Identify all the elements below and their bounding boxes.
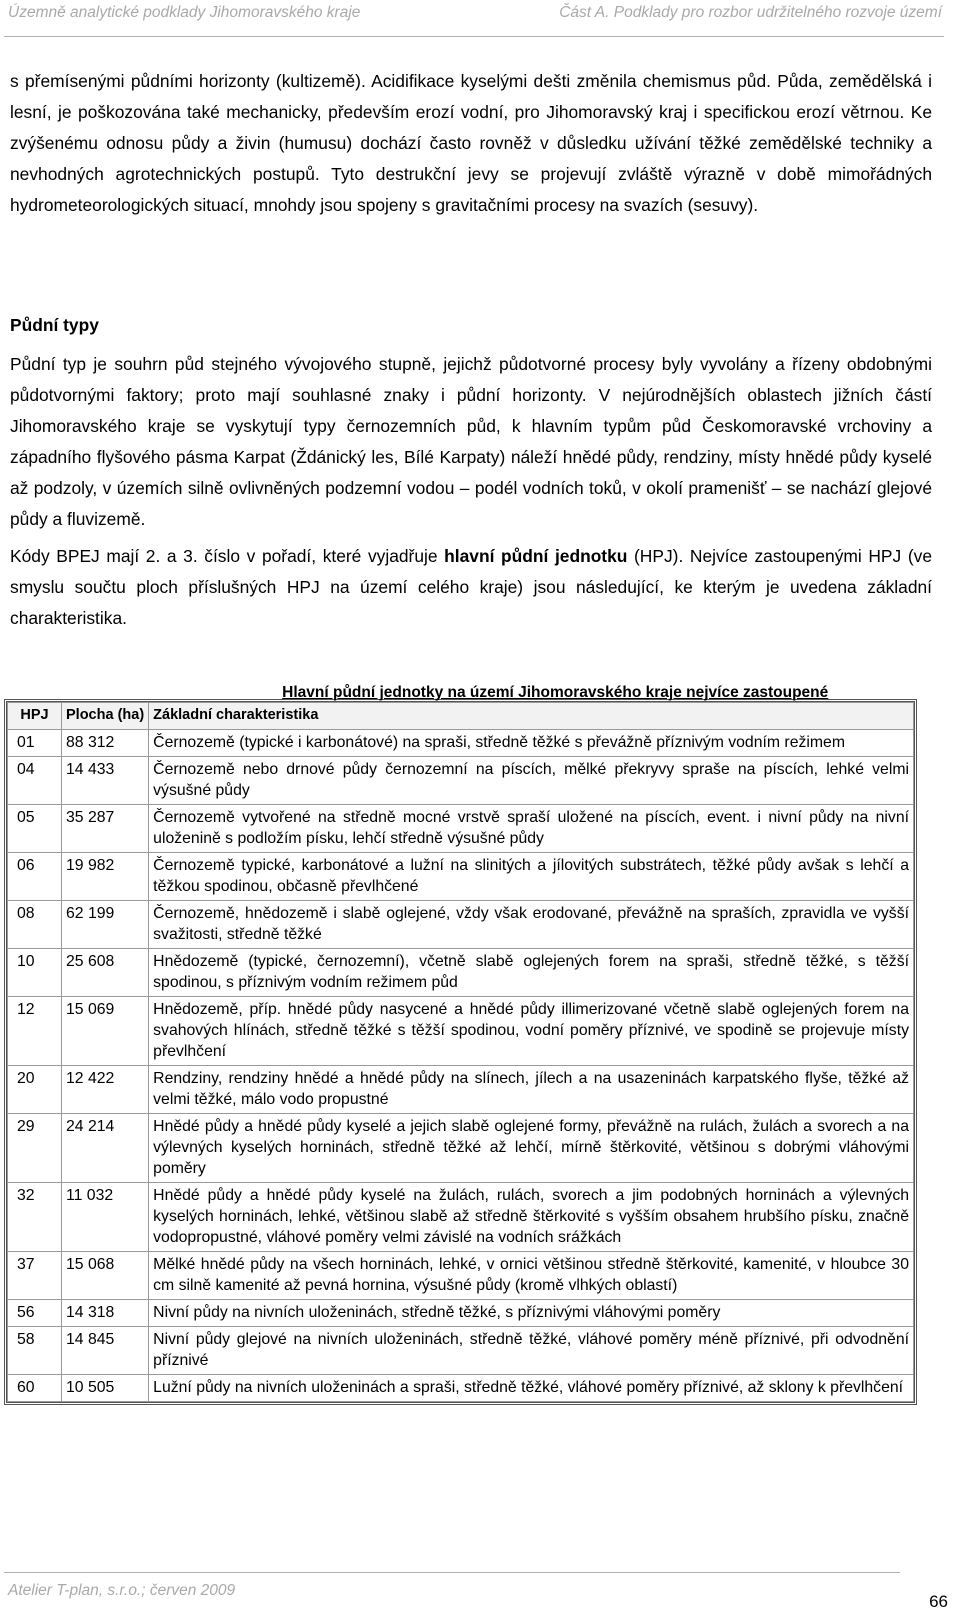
cell-area: 14 433	[62, 757, 149, 805]
cell-description: Černozemě, hnědozemě i slabě oglejené, vždy však erodované, převážně na spraších, zpravidla ve vyšší svažitosti, středně těžké	[149, 901, 914, 949]
cell-area: 14 845	[62, 1327, 149, 1375]
bpej-text-after: (HPJ). Nejvíce zastoupenými HPJ (ve smyslu součtu ploch příslušných HPJ na území celého kraje) jsou následující, ke kterým je uvedena základní charakteristika.	[10, 546, 932, 628]
cell-description: Hnědé půdy a hnědé půdy kyselé na žulách, rulách, svorech a jim podobných horninách a výlevných kyselých horninách, lehké, většinou slabě až středně štěrkovité s vyšším obsahem hrubšího písku, značně vodopropustné, vláhové poměry velmi závislé na vodních srážkách	[149, 1183, 914, 1252]
cell-area: 24 214	[62, 1114, 149, 1183]
cell-area: 11 032	[62, 1183, 149, 1252]
table-row	[8, 901, 914, 949]
cell-hpj: 05	[8, 805, 62, 853]
cell-description: Nivní půdy glejové na nivních uloženinách, středně těžké, vláhové poměry méně příznivé, při odvodnění příznivé	[149, 1327, 914, 1375]
cell-hpj: 56	[8, 1300, 62, 1327]
header-description	[149, 684, 914, 730]
cell-description: Hnědozemě, příp. hnědé půdy nasycené a hnědé půdy illimerizované včetně slabě oglejených forem na svahových hlínách, středně těžké s těžší spodinou, vodní poměry příznivé, ve spodině se projevuje místy převlhčení	[149, 997, 914, 1066]
cell-description: Černozemě vytvořené na středně mocné vrstvě spraší uložené na píscích, event. i nivní půdy na nivní uloženině s podložím písku, lehčí středně výsušné půdy	[149, 805, 914, 853]
cell-description: Černozemě typické, karbonátové a lužní na slinitých a jílovitých substrátech, těžké půdy avšak s lehčí a těžkou spodinou, občasně převlhčené	[149, 853, 914, 901]
cell-hpj: 32	[8, 1183, 62, 1252]
table-row	[8, 853, 914, 901]
cell-hpj: 06	[8, 853, 62, 901]
bpej-paragraph	[10, 541, 932, 634]
footer-divider	[4, 1572, 900, 1573]
table-row	[8, 757, 914, 805]
header-divider	[4, 36, 944, 37]
header-section-title: Část A. Podklady pro rozbor udržitelného rozvoje území	[559, 4, 942, 21]
table-header-row	[8, 703, 914, 730]
table-caption: Hlavní půdní jednotky na území Jihomoravského kraje nejvíce zastoupené	[282, 684, 829, 701]
cell-hpj: 12	[8, 997, 62, 1066]
cell-area: 10 505	[62, 1375, 149, 1402]
cell-hpj: 29	[8, 1114, 62, 1183]
cell-description: Mělké hnědé půdy na všech horninách, lehké, v ornici většinou středně štěrkovité, kamenité, v hloubce 30 cm silně kamenité až pevná hornina, výsušné půdy (kromě vlhkých oblastí)	[149, 1252, 914, 1300]
table-body	[8, 730, 914, 1402]
cell-area: 25 608	[62, 949, 149, 997]
cell-area: 15 069	[62, 997, 149, 1066]
header-document-title: Územně analytické podklady Jihomoravského kraje	[8, 4, 361, 21]
cell-description: Lužní půdy na nivních uloženinách a spraši, středně těžké, vláhové poměry příznivé, až sklony k převlhčení	[149, 1375, 914, 1402]
table-row	[8, 1252, 914, 1300]
cell-description: Černozemě nebo drnové půdy černozemní na píscích, mělké překryvy spraše na píscích, lehké velmi výsušné půdy	[149, 757, 914, 805]
cell-hpj: 08	[8, 901, 62, 949]
cell-hpj: 20	[8, 1066, 62, 1114]
bpej-text-before: Kódy BPEJ mají 2. a 3. číslo v pořadí, které vyjadřuje	[10, 546, 445, 566]
cell-description: Hnědozemě (typické, černozemní), včetně slabě oglejených forem na spraši, středně těžké, s těžší spodinou, s příznivým vodním režimem půd	[149, 949, 914, 997]
table-row	[8, 997, 914, 1066]
header-hpj: HPJ	[8, 703, 62, 730]
table-row	[8, 949, 914, 997]
table-row	[8, 1327, 914, 1375]
page-number: 66	[929, 1592, 948, 1611]
header-area: Plocha (ha)	[62, 703, 149, 730]
table-row	[8, 1375, 914, 1402]
footer-author-date: Atelier T-plan, s.r.o.; červen 2009	[8, 1582, 236, 1599]
cell-hpj: 37	[8, 1252, 62, 1300]
cell-area: 12 422	[62, 1066, 149, 1114]
cell-description: Hnědé půdy a hnědé půdy kyselé a jejich slabě oglejené formy, převážně na rulách, žulách a svorech a na výlevných kyselých horninách, středně těžké až lehčí, mírně štěrkovité, většinou s dobrými vláhovými poměry	[149, 1114, 914, 1183]
hpj-table	[7, 684, 914, 1402]
bpej-bold-term: hlavní půdní jednotku	[444, 546, 628, 566]
hpj-table-container	[4, 684, 917, 1405]
table-row	[8, 1114, 914, 1183]
cell-hpj: 10	[8, 949, 62, 997]
table-row	[8, 805, 914, 853]
soil-types-paragraph: Půdní typ je souhrn půd stejného vývojového stupně, jejichž půdotvorné procesy byly vyvolány a řízeny obdobnými půdotvornými faktory; proto mají souhlasné znaky i půdní horizonty. V nejúrodnějších oblastech jižních částí Jihomoravského kraje se vyskytují typy černozemních půd, k hlavním typům půd Českomoravské vrchoviny a západního flyšového pásma Karpat (Ždánický les, Bílé Karpaty) náleží hnědé půdy, rendziny, místy hnědé půdy kyselé až podzoly, v územích silně ovlivněných podzemní vodou – podél vodních toků, v okolí pramenišť – se nachází glejové půdy a fluvizemě.	[10, 354, 932, 529]
cell-hpj: 58	[8, 1327, 62, 1375]
table-row	[8, 1066, 914, 1114]
table-row	[8, 1183, 914, 1252]
cell-hpj: 04	[8, 757, 62, 805]
cell-description: Černozemě (typické i karbonátové) na spraši, středně těžké s převážně příznivým vodním režimem	[149, 730, 914, 757]
cell-description: Nivní půdy na nivních uloženinách, středně těžké, s příznivými vláhovými poměry	[149, 1300, 914, 1327]
cell-hpj: 01	[8, 730, 62, 757]
cell-area: 14 318	[62, 1300, 149, 1327]
cell-area: 62 199	[62, 901, 149, 949]
page-footer	[0, 1570, 960, 1616]
section-heading: Půdní typy	[10, 315, 99, 335]
table-row	[8, 730, 914, 757]
page-header	[0, 0, 960, 42]
cell-area: 19 982	[62, 853, 149, 901]
header-description-label: Základní charakteristika	[153, 707, 319, 723]
cell-hpj: 60	[8, 1375, 62, 1402]
intro-paragraph: s přemísenými půdními horizonty (kultizemě). Acidifikace kyselými dešti změnila chemismus půd. Půda, zemědělská i lesní, je poškozována také mechanicky, především erozí vodní, pro Jihomoravský kraj i specifickou erozí větrnou. Ke zvýšenému odnosu půdy a živin (humusu) dochází často rovněž v důsledku užívání těžké zemědělské techniky a nevhodných agrotechnických postupů. Tyto destrukční jevy se projevují zvláště výrazně v době mimořádných hydrometeorologických situací, mnohdy jsou spojeny s gravitačními procesy na svazích (sesuvy).	[10, 71, 932, 215]
cell-area: 88 312	[62, 730, 149, 757]
cell-description: Rendziny, rendziny hnědé a hnědé půdy na slínech, jílech a na usazeninách karpatského flyše, těžké až velmi těžké, málo vodo propustné	[149, 1066, 914, 1114]
cell-area: 15 068	[62, 1252, 149, 1300]
table-row	[8, 1300, 914, 1327]
cell-area: 35 287	[62, 805, 149, 853]
